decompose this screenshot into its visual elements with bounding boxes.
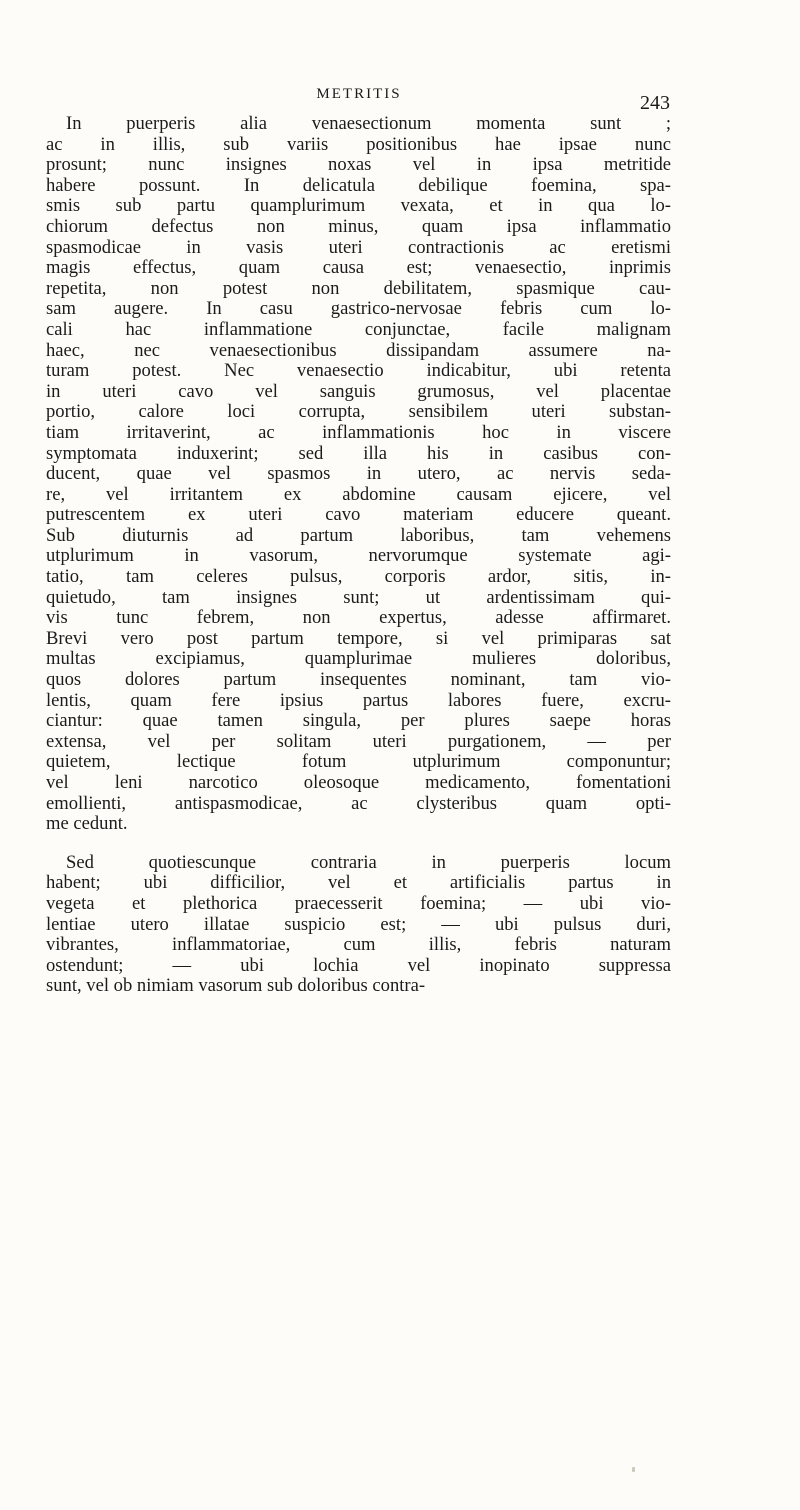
text-line: cali hac inflammatione conjunctae, facile malignam bbox=[46, 318, 671, 340]
text-line: quietem, lectique fotum utplurimum componuntur; bbox=[46, 751, 671, 773]
text-line: extensa, vel per solitam uteri purgationem, — per bbox=[46, 730, 671, 752]
running-head bbox=[48, 86, 670, 116]
text-line: sunt, vel ob nimiam vasorum sub doloribus contra- bbox=[46, 975, 426, 997]
text-line: smis sub partu quamplurimum vexata, et in qua lo- bbox=[46, 195, 671, 217]
text-line: lentis, quam fere ipsius partus labores fuere, excru- bbox=[46, 689, 671, 711]
text-line: Sed quotiescunque contraria in puerperis locum bbox=[66, 851, 671, 873]
paragraph bbox=[46, 114, 671, 835]
paragraph bbox=[46, 853, 671, 997]
text-line: ostendunt; — ubi lochia vel inopinato suppressa bbox=[46, 954, 671, 976]
text-line: vibrantes, inflammatoriae, cum illis, febris naturam bbox=[46, 934, 671, 956]
text-line: vel leni narcotico oleosoque medicamento, fomentationi bbox=[46, 772, 671, 793]
text-line: symptomata induxerint; sed illa his in casibus con- bbox=[46, 442, 671, 464]
text-line: in uteri cavo vel sanguis grumosus, vel placentae bbox=[46, 380, 671, 402]
text-line: sam augere. In casu gastrico-nervosae febris cum lo- bbox=[46, 298, 671, 320]
text-line: spasmodicae in vasis uteri contractionis ac eretismi bbox=[46, 236, 671, 258]
text-line: repetita, non potest non debilitatem, spasmique cau- bbox=[46, 277, 671, 299]
running-title: METRITIS bbox=[316, 86, 402, 102]
paper-speck bbox=[632, 1467, 635, 1472]
text-line: prosunt; nunc insignes noxas vel in ipsa metritide bbox=[46, 154, 671, 176]
text-line: habere possunt. In delicatula debilique foemina, spa- bbox=[46, 174, 671, 196]
text-line: putrescentem ex uteri cavo materiam educere queant. bbox=[46, 504, 671, 526]
text-line: tatio, tam celeres pulsus, corporis ardor, sitis, in- bbox=[46, 566, 671, 588]
body-text bbox=[46, 114, 671, 997]
text-line: turam potest. Nec venaesectio indicabitur, ubi retenta bbox=[46, 360, 671, 382]
text-line: quos dolores partum insequentes nominant, tam vio- bbox=[46, 669, 671, 691]
text-line: habent; ubi difficilior, vel et artificialis partus in bbox=[46, 872, 671, 894]
text-line: utplurimum in vasorum, nervorumque systemate agi- bbox=[46, 545, 671, 567]
text-line: haec, nec venaesectionibus dissipandam assumere na- bbox=[46, 339, 671, 361]
text-line: re, vel irritantem ex abdomine causam ejicere, vel bbox=[46, 483, 671, 505]
text-line: me cedunt. bbox=[46, 813, 128, 835]
text-line: emollienti, antispasmodicae, ac clysteribus quam opti- bbox=[46, 792, 671, 814]
text-line: ciantur: quae tamen singula, per plures saepe horas bbox=[46, 710, 671, 732]
page-number: 243 bbox=[640, 92, 670, 114]
text-line: Brevi vero post partum tempore, si vel primiparas sat bbox=[46, 627, 671, 649]
text-line: In puerperis alia venaesectionum momenta sunt ; bbox=[66, 113, 671, 134]
text-line: vis tunc febrem, non expertus, adesse affirmaret. bbox=[46, 607, 671, 629]
text-line: vegeta et plethorica praecesserit foemina; — ubi vio- bbox=[46, 892, 671, 914]
text-line: magis effectus, quam causa est; venaesectio, inprimis bbox=[46, 257, 671, 279]
text-line: multas excipiamus, quamplurimae mulieres doloribus, bbox=[46, 648, 671, 670]
text-line: chiorum defectus non minus, quam ipsa inflammatio bbox=[46, 215, 671, 237]
text-line: tiam irritaverint, ac inflammationis hoc in viscere bbox=[46, 421, 671, 443]
text-line: quietudo, tam insignes sunt; ut ardentissimam qui- bbox=[46, 586, 671, 608]
text-line: lentiae utero illatae suspicio est; — ubi pulsus duri, bbox=[46, 913, 671, 935]
text-line: ducent, quae vel spasmos in utero, ac nervis seda- bbox=[46, 463, 671, 485]
text-line: portio, calore loci corrupta, sensibilem uteri substan- bbox=[46, 401, 671, 423]
text-line: Sub diuturnis ad partum laboribus, tam vehemens bbox=[46, 524, 671, 546]
text-line: ac in illis, sub variis positionibus hae ipsae nunc bbox=[46, 133, 671, 155]
